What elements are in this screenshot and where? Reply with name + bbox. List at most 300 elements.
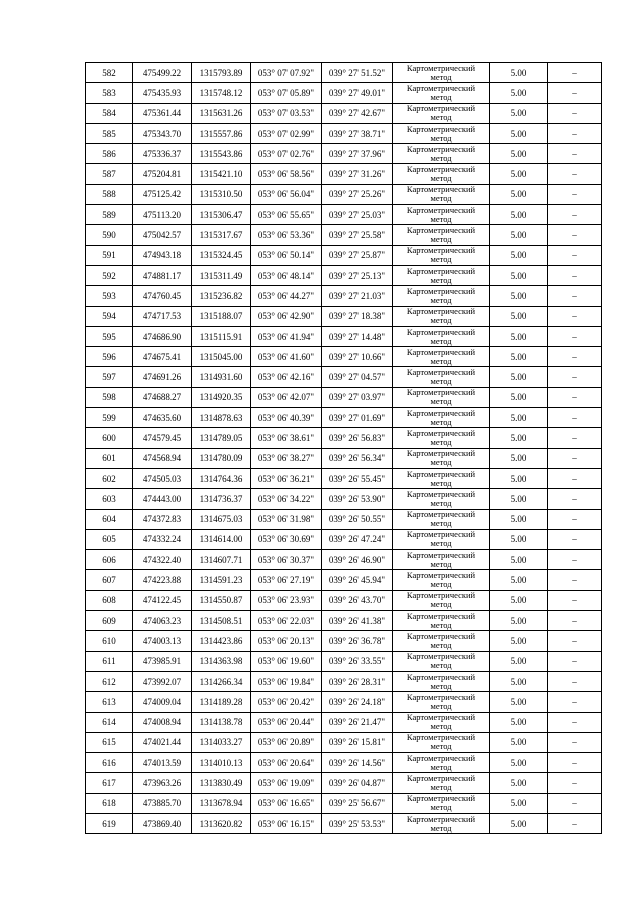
method-line-2: метод <box>430 619 452 630</box>
x-coordinate-cell: 475042.57 <box>133 225 192 245</box>
method-line-2: метод <box>430 457 452 468</box>
point-number-cell: 617 <box>86 773 133 793</box>
coordinates-table <box>85 62 602 834</box>
x-coordinate-cell: 474122.45 <box>133 590 192 610</box>
longitude-cell: 039° 26' 28.31" <box>322 671 393 691</box>
latitude-cell: 053° 06' 20.89" <box>251 732 322 752</box>
accuracy-cell: 5.00 <box>490 448 548 468</box>
method-cell <box>393 570 490 590</box>
point-number-cell: 589 <box>86 205 133 225</box>
point-number-cell: 615 <box>86 732 133 752</box>
method-line-1: Картометрический <box>406 448 476 459</box>
y-coordinate-cell: 1315115.91 <box>192 326 251 346</box>
longitude-cell: 039° 26' 36.78" <box>322 631 393 651</box>
note-cell: – <box>548 732 602 752</box>
y-coordinate-cell: 1315557.86 <box>192 123 251 143</box>
note-cell: – <box>548 184 602 204</box>
point-number-cell: 605 <box>86 529 133 549</box>
note-cell: – <box>548 347 602 367</box>
x-coordinate-cell: 474568.94 <box>133 448 192 468</box>
method-line-2: метод <box>430 822 452 833</box>
accuracy-cell: 5.00 <box>490 529 548 549</box>
accuracy-cell: 5.00 <box>490 509 548 529</box>
y-coordinate-cell: 1315421.10 <box>192 164 251 184</box>
longitude-cell: 039° 27' 25.03" <box>322 205 393 225</box>
method-line-1: Картометрический <box>406 671 476 682</box>
method-cell <box>393 103 490 123</box>
point-number-cell: 603 <box>86 489 133 509</box>
point-number-cell: 592 <box>86 265 133 285</box>
y-coordinate-cell: 1314550.87 <box>192 590 251 610</box>
note-cell: – <box>548 712 602 732</box>
point-number-cell: 611 <box>86 651 133 671</box>
method-cell <box>393 123 490 143</box>
y-coordinate-cell: 1314607.71 <box>192 550 251 570</box>
table-row <box>86 489 602 509</box>
longitude-cell: 039° 26' 45.94" <box>322 570 393 590</box>
y-coordinate-cell: 1315306.47 <box>192 205 251 225</box>
method-line-2: метод <box>430 152 452 163</box>
method-line-2: метод <box>430 173 452 184</box>
longitude-cell: 039° 27' 37.96" <box>322 144 393 164</box>
y-coordinate-cell: 1314033.27 <box>192 732 251 752</box>
method-line-1: Картометрический <box>406 184 476 195</box>
method-line-1: Картометрический <box>406 82 476 93</box>
note-cell: – <box>548 306 602 326</box>
method-line-1: Картометрический <box>406 570 476 581</box>
longitude-cell: 039° 26' 33.55" <box>322 651 393 671</box>
method-line-1: Картометрический <box>406 143 476 154</box>
note-cell: – <box>548 286 602 306</box>
point-number-cell: 613 <box>86 692 133 712</box>
method-line-2: метод <box>430 274 452 285</box>
x-coordinate-cell: 475499.22 <box>133 63 192 83</box>
x-coordinate-cell: 474688.27 <box>133 387 192 407</box>
method-cell <box>393 184 490 204</box>
y-coordinate-cell: 1315748.12 <box>192 83 251 103</box>
longitude-cell: 039° 25' 56.67" <box>322 793 393 813</box>
x-coordinate-cell: 474322.40 <box>133 550 192 570</box>
x-coordinate-cell: 474223.88 <box>133 570 192 590</box>
accuracy-cell: 5.00 <box>490 164 548 184</box>
method-cell <box>393 590 490 610</box>
note-cell: – <box>548 550 602 570</box>
note-cell: – <box>548 631 602 651</box>
method-line-1: Картометрический <box>406 509 476 520</box>
y-coordinate-cell: 1315631.26 <box>192 103 251 123</box>
accuracy-cell: 5.00 <box>490 773 548 793</box>
longitude-cell: 039° 27' 25.87" <box>322 245 393 265</box>
point-number-cell: 590 <box>86 225 133 245</box>
table-row <box>86 306 602 326</box>
accuracy-cell: 5.00 <box>490 83 548 103</box>
latitude-cell: 053° 06' 55.65" <box>251 205 322 225</box>
table-row <box>86 428 602 448</box>
method-cell <box>393 468 490 488</box>
longitude-cell: 039° 26' 14.56" <box>322 753 393 773</box>
latitude-cell: 053° 07' 02.99" <box>251 123 322 143</box>
method-line-2: метод <box>430 660 452 671</box>
longitude-cell: 039° 27' 18.38" <box>322 306 393 326</box>
point-number-cell: 591 <box>86 245 133 265</box>
table-row <box>86 712 602 732</box>
method-line-2: метод <box>430 579 452 590</box>
accuracy-cell: 5.00 <box>490 103 548 123</box>
x-coordinate-cell: 474021.44 <box>133 732 192 752</box>
latitude-cell: 053° 06' 56.04" <box>251 184 322 204</box>
method-line-1: Картометрический <box>406 813 476 824</box>
table-row <box>86 753 602 773</box>
point-number-cell: 606 <box>86 550 133 570</box>
note-cell: – <box>548 326 602 346</box>
method-line-2: метод <box>430 558 452 569</box>
note-cell: – <box>548 408 602 428</box>
accuracy-cell: 5.00 <box>490 692 548 712</box>
table-row <box>86 671 602 691</box>
method-line-2: метод <box>430 294 452 305</box>
method-line-1: Картометрический <box>406 164 476 175</box>
y-coordinate-cell: 1314423.86 <box>192 631 251 651</box>
y-coordinate-cell: 1315311.49 <box>192 265 251 285</box>
method-line-2: метод <box>430 112 452 123</box>
accuracy-cell: 5.00 <box>490 611 548 631</box>
x-coordinate-cell: 474760.45 <box>133 286 192 306</box>
table-row <box>86 813 602 833</box>
method-line-2: метод <box>430 254 452 265</box>
note-cell: – <box>548 448 602 468</box>
latitude-cell: 053° 06' 50.14" <box>251 245 322 265</box>
method-cell <box>393 509 490 529</box>
method-cell <box>393 712 490 732</box>
accuracy-cell: 5.00 <box>490 732 548 752</box>
method-line-2: метод <box>430 355 452 366</box>
note-cell: – <box>548 651 602 671</box>
method-cell <box>393 225 490 245</box>
x-coordinate-cell: 473963.26 <box>133 773 192 793</box>
longitude-cell: 039° 27' 25.26" <box>322 184 393 204</box>
y-coordinate-cell: 1314591.23 <box>192 570 251 590</box>
longitude-cell: 039° 25' 53.53" <box>322 813 393 833</box>
note-cell: – <box>548 144 602 164</box>
point-number-cell: 599 <box>86 408 133 428</box>
latitude-cell: 053° 06' 44.27" <box>251 286 322 306</box>
method-line-2: метод <box>430 396 452 407</box>
method-line-1: Картометрический <box>406 732 476 743</box>
table-row <box>86 468 602 488</box>
point-number-cell: 614 <box>86 712 133 732</box>
accuracy-cell: 5.00 <box>490 63 548 83</box>
accuracy-cell: 5.00 <box>490 123 548 143</box>
y-coordinate-cell: 1314363.98 <box>192 651 251 671</box>
latitude-cell: 053° 06' 20.44" <box>251 712 322 732</box>
table-row <box>86 631 602 651</box>
method-line-2: метод <box>430 639 452 650</box>
longitude-cell: 039° 27' 14.48" <box>322 326 393 346</box>
longitude-cell: 039° 26' 56.83" <box>322 428 393 448</box>
point-number-cell: 598 <box>86 387 133 407</box>
method-cell <box>393 793 490 813</box>
latitude-cell: 053° 06' 22.03" <box>251 611 322 631</box>
method-line-2: метод <box>430 132 452 143</box>
method-line-2: метод <box>430 376 452 387</box>
method-cell <box>393 529 490 549</box>
table-row <box>86 367 602 387</box>
y-coordinate-cell: 1314780.09 <box>192 448 251 468</box>
y-coordinate-cell: 1315324.45 <box>192 245 251 265</box>
point-number-cell: 584 <box>86 103 133 123</box>
table-row <box>86 509 602 529</box>
method-cell <box>393 692 490 712</box>
y-coordinate-cell: 1314010.13 <box>192 753 251 773</box>
point-number-cell: 610 <box>86 631 133 651</box>
accuracy-cell: 5.00 <box>490 408 548 428</box>
note-cell: – <box>548 611 602 631</box>
method-line-1: Картометрический <box>406 630 476 641</box>
x-coordinate-cell: 474013.59 <box>133 753 192 773</box>
point-number-cell: 604 <box>86 509 133 529</box>
latitude-cell: 053° 06' 31.98" <box>251 509 322 529</box>
method-line-2: метод <box>430 477 452 488</box>
method-line-1: Картометрический <box>406 123 476 134</box>
method-line-1: Картометрический <box>406 773 476 784</box>
method-cell <box>393 671 490 691</box>
longitude-cell: 039° 26' 53.90" <box>322 489 393 509</box>
point-number-cell: 618 <box>86 793 133 813</box>
point-number-cell: 595 <box>86 326 133 346</box>
longitude-cell: 039° 26' 43.70" <box>322 590 393 610</box>
method-cell <box>393 83 490 103</box>
longitude-cell: 039° 26' 04.87" <box>322 773 393 793</box>
note-cell: – <box>548 123 602 143</box>
point-number-cell: 616 <box>86 753 133 773</box>
longitude-cell: 039° 27' 01.69" <box>322 408 393 428</box>
method-line-1: Картометрический <box>406 407 476 418</box>
latitude-cell: 053° 06' 41.94" <box>251 326 322 346</box>
y-coordinate-cell: 1315045.00 <box>192 347 251 367</box>
method-cell <box>393 205 490 225</box>
table-row <box>86 326 602 346</box>
method-line-1: Картометрический <box>406 346 476 357</box>
y-coordinate-cell: 1314675.03 <box>192 509 251 529</box>
note-cell: – <box>548 63 602 83</box>
longitude-cell: 039° 27' 42.67" <box>322 103 393 123</box>
longitude-cell: 039° 26' 24.18" <box>322 692 393 712</box>
table-row <box>86 793 602 813</box>
method-line-2: метод <box>430 193 452 204</box>
note-cell: – <box>548 83 602 103</box>
longitude-cell: 039° 27' 25.13" <box>322 265 393 285</box>
method-cell <box>393 306 490 326</box>
longitude-cell: 039° 27' 21.03" <box>322 286 393 306</box>
x-coordinate-cell: 474332.24 <box>133 529 192 549</box>
latitude-cell: 053° 06' 48.14" <box>251 265 322 285</box>
table-row <box>86 225 602 245</box>
x-coordinate-cell: 474717.53 <box>133 306 192 326</box>
longitude-cell: 039° 27' 38.71" <box>322 123 393 143</box>
table-row <box>86 245 602 265</box>
method-cell <box>393 448 490 468</box>
x-coordinate-cell: 475113.20 <box>133 205 192 225</box>
point-number-cell: 593 <box>86 286 133 306</box>
method-line-1: Картометрический <box>406 306 476 317</box>
latitude-cell: 053° 06' 42.16" <box>251 367 322 387</box>
longitude-cell: 039° 27' 04.57" <box>322 367 393 387</box>
table-row <box>86 611 602 631</box>
table-row <box>86 265 602 285</box>
method-cell <box>393 408 490 428</box>
method-cell <box>393 245 490 265</box>
method-line-1: Картометрический <box>406 549 476 560</box>
x-coordinate-cell: 474675.41 <box>133 347 192 367</box>
latitude-cell: 053° 06' 23.93" <box>251 590 322 610</box>
method-line-1: Картометрический <box>406 752 476 763</box>
method-cell <box>393 550 490 570</box>
x-coordinate-cell: 474943.18 <box>133 245 192 265</box>
y-coordinate-cell: 1315188.07 <box>192 306 251 326</box>
method-line-1: Картометрический <box>406 793 476 804</box>
point-number-cell: 600 <box>86 428 133 448</box>
latitude-cell: 053° 06' 20.42" <box>251 692 322 712</box>
accuracy-cell: 5.00 <box>490 590 548 610</box>
method-line-2: метод <box>430 721 452 732</box>
accuracy-cell: 5.00 <box>490 245 548 265</box>
latitude-cell: 053° 06' 41.60" <box>251 347 322 367</box>
table-row <box>86 773 602 793</box>
method-cell <box>393 428 490 448</box>
table-row <box>86 144 602 164</box>
latitude-cell: 053° 06' 42.07" <box>251 387 322 407</box>
method-line-1: Картометрический <box>406 103 476 114</box>
latitude-cell: 053° 06' 20.64" <box>251 753 322 773</box>
table-row <box>86 448 602 468</box>
longitude-cell: 039° 27' 25.58" <box>322 225 393 245</box>
method-line-2: метод <box>430 234 452 245</box>
method-cell <box>393 773 490 793</box>
method-cell <box>393 326 490 346</box>
y-coordinate-cell: 1314764.36 <box>192 468 251 488</box>
latitude-cell: 053° 07' 03.53" <box>251 103 322 123</box>
accuracy-cell: 5.00 <box>490 387 548 407</box>
table-row <box>86 83 602 103</box>
accuracy-cell: 5.00 <box>490 712 548 732</box>
table-row <box>86 529 602 549</box>
y-coordinate-cell: 1315310.50 <box>192 184 251 204</box>
accuracy-cell: 5.00 <box>490 489 548 509</box>
y-coordinate-cell: 1314931.60 <box>192 367 251 387</box>
point-number-cell: 582 <box>86 63 133 83</box>
longitude-cell: 039° 26' 55.45" <box>322 468 393 488</box>
y-coordinate-cell: 1315543.86 <box>192 144 251 164</box>
latitude-cell: 053° 06' 16.15" <box>251 813 322 833</box>
y-coordinate-cell: 1314614.00 <box>192 529 251 549</box>
method-line-1: Картометрический <box>406 610 476 621</box>
table-row <box>86 103 602 123</box>
latitude-cell: 053° 06' 53.36" <box>251 225 322 245</box>
method-cell <box>393 367 490 387</box>
note-cell: – <box>548 509 602 529</box>
y-coordinate-cell: 1314189.28 <box>192 692 251 712</box>
accuracy-cell: 5.00 <box>490 265 548 285</box>
longitude-cell: 039° 26' 41.38" <box>322 611 393 631</box>
note-cell: – <box>548 225 602 245</box>
latitude-cell: 053° 06' 36.21" <box>251 468 322 488</box>
method-line-2: метод <box>430 436 452 447</box>
note-cell: – <box>548 773 602 793</box>
method-line-2: метод <box>430 91 452 102</box>
x-coordinate-cell: 473992.07 <box>133 671 192 691</box>
table-row <box>86 184 602 204</box>
method-line-2: метод <box>430 782 452 793</box>
accuracy-cell: 5.00 <box>490 144 548 164</box>
latitude-cell: 053° 06' 38.27" <box>251 448 322 468</box>
note-cell: – <box>548 489 602 509</box>
table-row <box>86 692 602 712</box>
method-line-2: метод <box>430 315 452 326</box>
longitude-cell: 039° 27' 31.26" <box>322 164 393 184</box>
point-number-cell: 608 <box>86 590 133 610</box>
point-number-cell: 583 <box>86 83 133 103</box>
method-line-2: метод <box>430 761 452 772</box>
point-number-cell: 587 <box>86 164 133 184</box>
note-cell: – <box>548 813 602 833</box>
x-coordinate-cell: 474372.83 <box>133 509 192 529</box>
accuracy-cell: 5.00 <box>490 326 548 346</box>
method-line-1: Картометрический <box>406 265 476 276</box>
longitude-cell: 039° 27' 51.52" <box>322 63 393 83</box>
accuracy-cell: 5.00 <box>490 225 548 245</box>
note-cell: – <box>548 245 602 265</box>
method-line-2: метод <box>430 71 452 82</box>
method-line-2: метод <box>430 497 452 508</box>
latitude-cell: 053° 06' 19.84" <box>251 671 322 691</box>
latitude-cell: 053° 07' 02.76" <box>251 144 322 164</box>
latitude-cell: 053° 06' 58.56" <box>251 164 322 184</box>
x-coordinate-cell: 474686.90 <box>133 326 192 346</box>
point-number-cell: 586 <box>86 144 133 164</box>
table-row <box>86 590 602 610</box>
table-body <box>86 63 602 834</box>
y-coordinate-cell: 1315236.82 <box>192 286 251 306</box>
latitude-cell: 053° 06' 20.13" <box>251 631 322 651</box>
table-row <box>86 164 602 184</box>
method-cell <box>393 651 490 671</box>
longitude-cell: 039° 26' 56.34" <box>322 448 393 468</box>
longitude-cell: 039° 27' 10.66" <box>322 347 393 367</box>
table-row <box>86 347 602 367</box>
note-cell: – <box>548 692 602 712</box>
table-row <box>86 550 602 570</box>
latitude-cell: 053° 06' 30.69" <box>251 529 322 549</box>
point-number-cell: 594 <box>86 306 133 326</box>
x-coordinate-cell: 473985.91 <box>133 651 192 671</box>
point-number-cell: 609 <box>86 611 133 631</box>
y-coordinate-cell: 1314266.34 <box>192 671 251 691</box>
accuracy-cell: 5.00 <box>490 367 548 387</box>
x-coordinate-cell: 474009.04 <box>133 692 192 712</box>
note-cell: – <box>548 570 602 590</box>
note-cell: – <box>548 265 602 285</box>
x-coordinate-cell: 475361.44 <box>133 103 192 123</box>
x-coordinate-cell: 474443.00 <box>133 489 192 509</box>
method-line-2: метод <box>430 802 452 813</box>
y-coordinate-cell: 1314736.37 <box>192 489 251 509</box>
method-cell <box>393 611 490 631</box>
latitude-cell: 053° 06' 27.19" <box>251 570 322 590</box>
method-line-1: Картометрический <box>406 468 476 479</box>
latitude-cell: 053° 06' 40.39" <box>251 408 322 428</box>
method-cell <box>393 631 490 651</box>
x-coordinate-cell: 474063.23 <box>133 611 192 631</box>
